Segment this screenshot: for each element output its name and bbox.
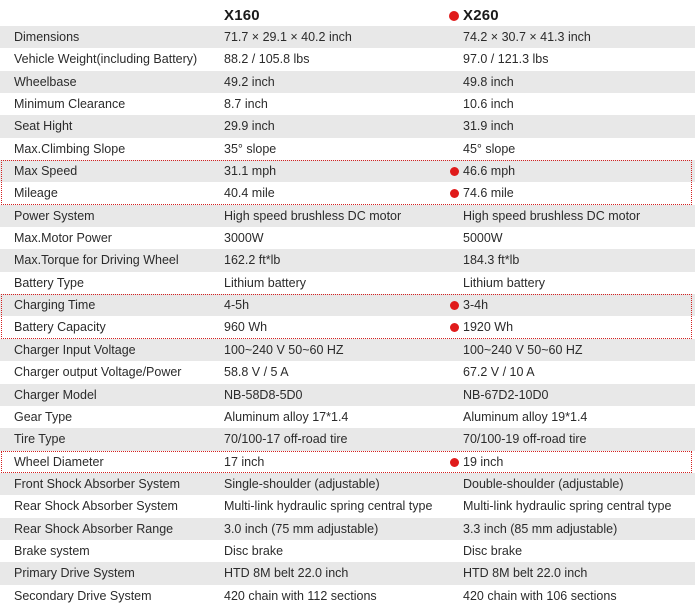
- red-dot-icon: [450, 189, 459, 198]
- x160-value: NB-58D8-5D0: [224, 387, 303, 402]
- spec-label: Front Shock Absorber System: [14, 476, 181, 491]
- spec-label: Rear Shock Absorber Range: [14, 521, 174, 536]
- spec-label: Primary Drive System: [14, 566, 135, 581]
- table-row: [0, 473, 695, 495]
- x260-value: 100~240 V 50~60 HZ: [463, 342, 583, 357]
- x160-value: 31.1 mph: [224, 164, 277, 179]
- spec-label: Charger Model: [14, 387, 97, 402]
- red-dot-icon: [450, 323, 459, 332]
- x160-value: 88.2 / 105.8 lbs: [224, 52, 310, 67]
- table-row: [0, 182, 695, 204]
- x260-value: Disc brake: [463, 543, 523, 558]
- x260-value: Aluminum alloy 19*1.4: [463, 409, 588, 424]
- x160-value: 17 inch: [224, 454, 265, 469]
- spec-label: Wheel Diameter: [14, 454, 104, 469]
- x260-value: Lithium battery: [463, 275, 545, 290]
- table-row: [0, 562, 695, 584]
- x260-value: 3-4h: [463, 298, 489, 313]
- table-row: [0, 249, 695, 271]
- spec-label: Dimensions: [14, 30, 80, 44]
- table-row: [0, 48, 695, 70]
- spec-label: Rear Shock Absorber System: [14, 499, 178, 514]
- table-row: [0, 361, 695, 383]
- spec-label: Seat Hight: [14, 119, 73, 134]
- spec-label: Brake system: [14, 543, 90, 558]
- table-row: [0, 294, 695, 316]
- x160-value: 8.7 inch: [224, 97, 268, 112]
- spec-label: Max.Torque for Driving Wheel: [14, 253, 179, 268]
- table-row: [0, 227, 695, 249]
- spec-label: Power System: [14, 208, 95, 223]
- red-dot-icon: [449, 11, 459, 21]
- x260-value: 74.6 mile: [463, 186, 514, 201]
- spec-label: Max.Motor Power: [14, 231, 112, 246]
- table-row: [0, 160, 695, 182]
- table-row: [0, 384, 695, 406]
- table-header: [0, 0, 695, 28]
- x260-value: 31.9 inch: [463, 119, 514, 134]
- spec-label: Battery Capacity: [14, 320, 106, 335]
- x160-value: 58.8 V / 5 A: [224, 365, 289, 380]
- x260-value: 420 chain with 106 sections: [463, 588, 617, 603]
- x160-value: 70/100-17 off-road tire: [224, 432, 348, 447]
- table-row: [0, 26, 695, 48]
- x260-value: High speed brushless DC motor: [463, 208, 641, 223]
- spec-label: Battery Type: [14, 275, 84, 290]
- spec-label: Charger output Voltage/Power: [14, 365, 182, 380]
- table-row: [0, 518, 695, 540]
- spec-label: Max.Climbing Slope: [14, 141, 126, 156]
- table-row: [0, 272, 695, 294]
- x160-value: 40.4 mile: [224, 186, 275, 201]
- table-row: [0, 428, 695, 450]
- spec-label: Gear Type: [14, 409, 73, 424]
- x260-value: 49.8 inch: [463, 74, 514, 89]
- x160-value: Multi-link hydraulic spring central type: [224, 499, 433, 514]
- red-dot-icon: [450, 167, 459, 176]
- table-row: [0, 339, 695, 361]
- x260-value: 19 inch: [463, 454, 504, 469]
- table-row: [0, 138, 695, 160]
- x160-value: 3.0 inch (75 mm adjustable): [224, 521, 379, 536]
- x160-value: Aluminum alloy 17*1.4: [224, 409, 349, 424]
- spec-label: Mileage: [14, 186, 58, 201]
- x260-value: HTD 8M belt 22.0 inch: [463, 566, 588, 581]
- spec-label: Tire Type: [14, 432, 66, 447]
- x260-value: 67.2 V / 10 A: [463, 365, 535, 380]
- red-dot-icon: [450, 458, 459, 467]
- x160-value: Lithium battery: [224, 275, 306, 290]
- x160-value: 4-5h: [224, 298, 250, 313]
- x260-value: 70/100-19 off-road tire: [463, 432, 587, 447]
- spec-table: [0, 26, 695, 607]
- table-row: [0, 71, 695, 93]
- x160-value: 49.2 inch: [224, 74, 275, 89]
- x260-value: NB-67D2-10D0: [463, 387, 549, 402]
- spec-label: Charger Input Voltage: [14, 342, 136, 357]
- x260-value: 10.6 inch: [463, 97, 514, 112]
- spec-label: Vehicle Weight(including Battery): [14, 52, 198, 67]
- x260-value: Double-shoulder (adjustable): [463, 476, 624, 491]
- x160-value: High speed brushless DC motor: [224, 208, 402, 223]
- x260-value: 45° slope: [463, 141, 516, 156]
- spec-label: Charging Time: [14, 298, 96, 313]
- model-x160-heading: X160: [224, 7, 260, 24]
- x160-value: Single-shoulder (adjustable): [224, 476, 380, 491]
- x260-value: 74.2 × 30.7 × 41.3 inch: [463, 30, 591, 44]
- x260-value: 3.3 inch (85 mm adjustable): [463, 521, 618, 536]
- x260-value: 1920 Wh: [463, 320, 514, 335]
- table-row: [0, 115, 695, 137]
- x160-value: 29.9 inch: [224, 119, 275, 134]
- x260-value: 5000W: [463, 231, 503, 246]
- spec-label: Max Speed: [14, 164, 78, 179]
- table-row: [0, 316, 695, 338]
- x160-value: 3000W: [224, 231, 264, 246]
- x160-value: 35° slope: [224, 141, 277, 156]
- x160-value: HTD 8M belt 22.0 inch: [224, 566, 349, 581]
- x260-value: Multi-link hydraulic spring central type: [463, 499, 672, 514]
- table-row: [0, 93, 695, 115]
- model-x260-heading: X260: [463, 7, 499, 24]
- x260-value: 97.0 / 121.3 lbs: [463, 52, 549, 67]
- table-row: [0, 495, 695, 517]
- x160-value: 960 Wh: [224, 320, 268, 335]
- x160-value: 420 chain with 112 sections: [224, 588, 377, 603]
- x260-value: 184.3 ft*lb: [463, 253, 520, 268]
- table-row: [0, 406, 695, 428]
- x160-value: 162.2 ft*lb: [224, 253, 281, 268]
- table-row: [0, 451, 695, 473]
- spec-label: Wheelbase: [14, 74, 77, 89]
- red-dot-icon: [450, 301, 459, 310]
- table-row: [0, 205, 695, 227]
- x160-value: 71.7 × 29.1 × 40.2 inch: [224, 30, 352, 44]
- x260-value: 46.6 mph: [463, 164, 516, 179]
- x160-value: 100~240 V 50~60 HZ: [224, 342, 344, 357]
- table-row: [0, 540, 695, 562]
- spec-label: Minimum Clearance: [14, 97, 126, 112]
- x160-value: Disc brake: [224, 543, 284, 558]
- spec-label: Secondary Drive System: [14, 588, 152, 603]
- table-row: [0, 585, 695, 607]
